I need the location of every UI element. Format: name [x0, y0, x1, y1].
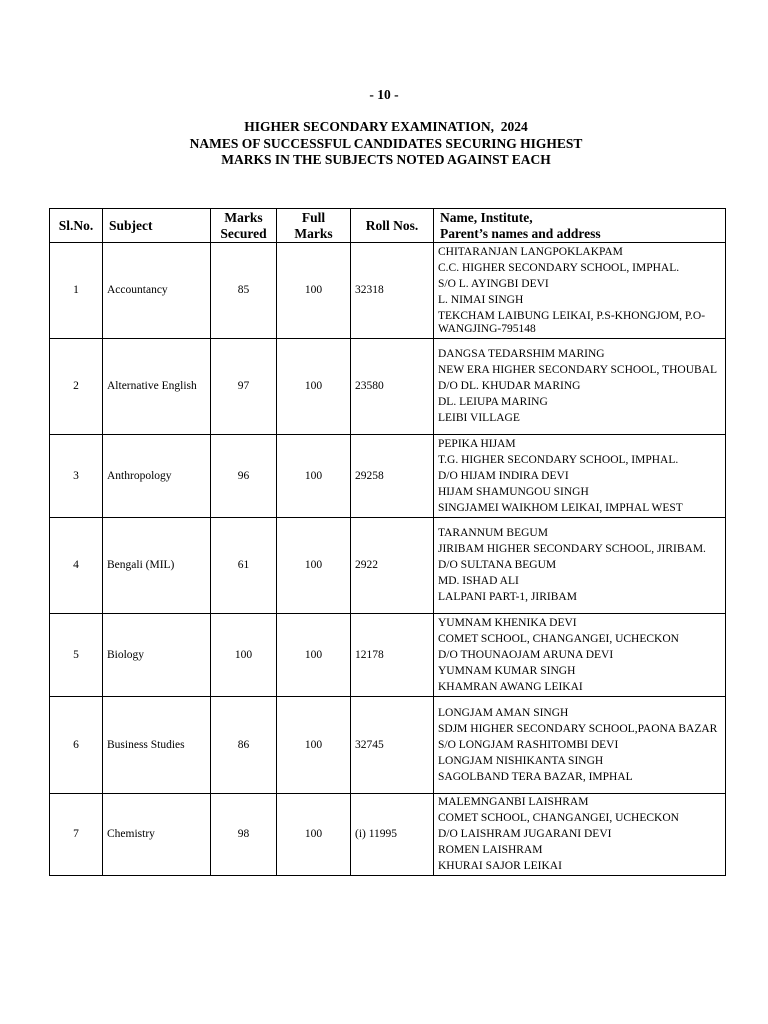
- address: KHURAI SAJOR LEIKAI: [438, 860, 562, 872]
- cell-marks-secured: 86: [211, 697, 277, 794]
- institute-name: COMET SCHOOL, CHANGANGEI, UCHECKON: [438, 812, 679, 824]
- candidate-name: TARANNUM BEGUM: [438, 527, 548, 539]
- cell-marks-secured: 96: [211, 435, 277, 518]
- cell-subject: Bengali (MIL): [103, 518, 211, 614]
- institute-name: T.G. HIGHER SECONDARY SCHOOL, IMPHAL.: [438, 453, 679, 466]
- cell-full-marks: 100: [277, 614, 351, 697]
- header-subject: Subject: [103, 209, 211, 243]
- parent-mother: D/O LAISHRAM JUGARANI DEVI: [438, 828, 612, 840]
- parent-father: L. NIMAI SINGH: [438, 293, 524, 306]
- cell-sl-no: 5: [50, 614, 103, 697]
- cell-full-marks: 100: [277, 435, 351, 518]
- cell-full-marks: 100: [277, 518, 351, 614]
- parent-mother: S/O L. AYINGBI DEVI: [438, 277, 549, 290]
- table-row: [50, 339, 726, 435]
- candidate-name: MALEMNGANBI LAISHRAM: [438, 796, 589, 808]
- institute-name: SDJM HIGHER SECONDARY SCHOOL,PAONA BAZAR: [438, 722, 718, 735]
- page-number: - 10 -: [369, 87, 399, 102]
- institute-name: NEW ERA HIGHER SECONDARY SCHOOL, THOUBAL: [438, 364, 717, 376]
- cell-full-marks: 100: [277, 339, 351, 435]
- cell-candidate-info: [434, 339, 726, 435]
- cell-subject: Business Studies: [103, 697, 211, 794]
- cell-marks-secured: 97: [211, 339, 277, 435]
- document-heading: [0, 119, 768, 169]
- header-name-institute: Name, Institute, Parent’s names and address: [434, 209, 726, 243]
- header-marks-secured: Marks Secured: [211, 209, 277, 243]
- cell-full-marks: 100: [277, 697, 351, 794]
- header-full-marks: Full Marks: [277, 209, 351, 243]
- candidate-name: LONGJAM AMAN SINGH: [438, 706, 569, 719]
- parent-mother: D/O DL. KHUDAR MARING: [438, 380, 581, 392]
- cell-roll-no: 2922: [351, 518, 434, 614]
- candidate-name: PEPIKA HIJAM: [438, 437, 516, 450]
- institute-name: JIRIBAM HIGHER SECONDARY SCHOOL, JIRIBAM.: [438, 543, 706, 555]
- cell-subject: Anthropology: [103, 435, 211, 518]
- cell-candidate-info: [434, 435, 726, 518]
- candidate-name: YUMNAM KHENIKA DEVI: [438, 616, 577, 629]
- cell-candidate-info: [434, 697, 726, 794]
- parent-mother: S/O LONGJAM RASHITOMBI DEVI: [438, 738, 619, 751]
- cell-roll-no: 23580: [351, 339, 434, 435]
- address: SAGOLBAND TERA BAZAR, IMPHAL: [438, 770, 633, 783]
- heading-line-3: MARKS IN THE SUBJECTS NOTED AGAINST EACH: [221, 152, 551, 167]
- cell-roll-no: 32318: [351, 243, 434, 339]
- cell-candidate-info: [434, 243, 726, 339]
- address: TEKCHAM LAIBUNG LEIKAI, P.S-KHONGJOM, P.O- WANGJING-795148: [438, 309, 706, 335]
- table-row: [50, 614, 726, 697]
- header-sl-no: Sl.No.: [50, 209, 103, 243]
- parent-mother: D/O THOUNAOJAM ARUNA DEVI: [438, 648, 614, 661]
- address: SINGJAMEI WAIKHOM LEIKAI, IMPHAL WEST: [438, 501, 683, 514]
- parent-mother: D/O HIJAM INDIRA DEVI: [438, 469, 569, 482]
- address: LALPANI PART-1, JIRIBAM: [438, 591, 577, 603]
- candidate-name: CHITARANJAN LANGPOKLAKPAM: [438, 245, 623, 258]
- cell-subject: Chemistry: [103, 794, 211, 876]
- cell-sl-no: 4: [50, 518, 103, 614]
- cell-roll-no: 29258: [351, 435, 434, 518]
- cell-full-marks: 100: [277, 243, 351, 339]
- heading-line-1: HIGHER SECONDARY EXAMINATION, 2024: [244, 119, 528, 134]
- results-table: [49, 208, 726, 876]
- cell-marks-secured: 61: [211, 518, 277, 614]
- institute-name: C.C. HIGHER SECONDARY SCHOOL, IMPHAL.: [438, 261, 680, 274]
- cell-marks-secured: 100: [211, 614, 277, 697]
- cell-roll-no: 12178: [351, 614, 434, 697]
- cell-candidate-info: [434, 518, 726, 614]
- cell-roll-no: 32745: [351, 697, 434, 794]
- parent-father: ROMEN LAISHRAM: [438, 844, 543, 856]
- candidate-name: DANGSA TEDARSHIM MARING: [438, 348, 605, 360]
- table-row: [50, 697, 726, 794]
- cell-subject: Biology: [103, 614, 211, 697]
- cell-sl-no: 3: [50, 435, 103, 518]
- cell-sl-no: 7: [50, 794, 103, 876]
- cell-full-marks: 100: [277, 794, 351, 876]
- parent-father: MD. ISHAD ALI: [438, 575, 519, 587]
- cell-candidate-info: [434, 794, 726, 876]
- cell-marks-secured: 98: [211, 794, 277, 876]
- cell-roll-no: (i) 11995: [351, 794, 434, 876]
- address: LEIBI VILLAGE: [438, 412, 520, 424]
- table-row: [50, 243, 726, 339]
- parent-father: LONGJAM NISHIKANTA SINGH: [438, 754, 604, 767]
- parent-father: HIJAM SHAMUNGOU SINGH: [438, 485, 589, 498]
- cell-sl-no: 6: [50, 697, 103, 794]
- institute-name: COMET SCHOOL, CHANGANGEI, UCHECKON: [438, 632, 679, 645]
- cell-sl-no: 1: [50, 243, 103, 339]
- cell-marks-secured: 85: [211, 243, 277, 339]
- parent-father: YUMNAM KUMAR SINGH: [438, 664, 576, 677]
- table-row: [50, 518, 726, 614]
- header-roll-nos: Roll Nos.: [351, 209, 434, 243]
- table-row: [50, 794, 726, 876]
- address: KHAMRAN AWANG LEIKAI: [438, 680, 583, 693]
- cell-subject: Accountancy: [103, 243, 211, 339]
- parent-mother: D/O SULTANA BEGUM: [438, 559, 557, 571]
- cell-subject: Alternative English: [103, 339, 211, 435]
- parent-father: DL. LEIUPA MARING: [438, 396, 548, 408]
- cell-sl-no: 2: [50, 339, 103, 435]
- table-row: [50, 435, 726, 518]
- table-header-row: [50, 209, 726, 243]
- cell-candidate-info: [434, 614, 726, 697]
- heading-line-2: NAMES OF SUCCESSFUL CANDIDATES SECURING HIGHEST: [189, 135, 583, 151]
